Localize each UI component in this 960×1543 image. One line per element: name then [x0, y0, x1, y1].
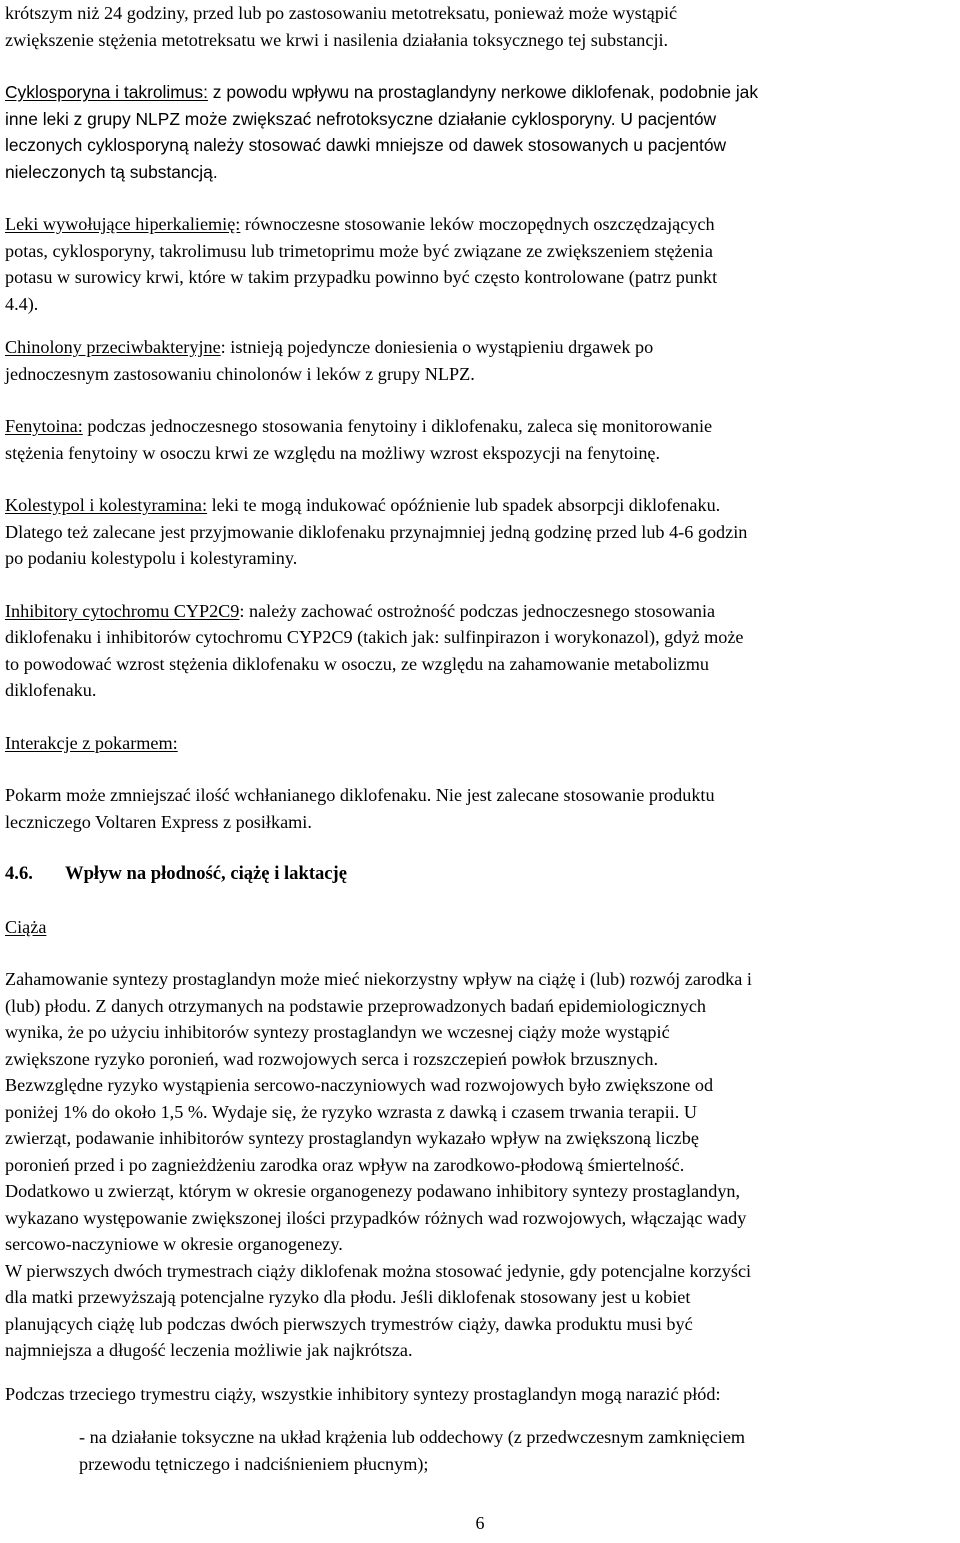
text-line: przewodu tętniczego i nadciśnieniem płucnym); [79, 1453, 429, 1474]
text-line: krótszym niż 24 godziny, przed lub po zastosowaniu metotreksatu, ponieważ może wystąpić [5, 3, 678, 23]
document-page [5, 0, 955, 1477]
text-line: potas, cyklosporyny, takrolimusu lub trimetoprimu może być związane ze zwiększeniem stężenia [5, 240, 713, 261]
page-number: 6 [475, 1513, 485, 1533]
paragraph-quinolones [5, 334, 955, 387]
bullet-item [5, 1424, 955, 1477]
pregnancy-heading [5, 914, 955, 941]
text-line: W pierwszych dwóch trymestrach ciąży diklofenak można stosować jedynie, gdy potencjalne korzyści [5, 1260, 752, 1281]
text-line: stężenia fenytoiny w osoczu krwi ze względu na możliwy wzrost ekspozycji na fenytoinę. [5, 442, 661, 463]
text-line: Podczas trzeciego trymestru ciąży, wszystkie inhibitory syntezy prostaglandyn mogą narazić płód: [5, 1383, 721, 1404]
text-line: 4.4). [5, 293, 39, 314]
text-line: nieleczonych tą substancją. [5, 161, 218, 182]
section-title: Wpływ na płodność, ciążę i laktację [65, 863, 348, 884]
text-line: zwierząt, podawanie inhibitorów syntezy prostaglandyn wykazało wpływ na zwiększoną liczbę [5, 1128, 699, 1148]
paragraph-methotrexate [5, 0, 955, 53]
text-line: poniżej 1% do około 1,5 %. Wydaje się, że ryzyko wzrasta z dawką i czasem trwania terapii. U [5, 1101, 697, 1122]
text-line: zwiększone ryzyko poronień, wad rozwojowych serca i rozszczepień powłok brzusznych. [5, 1048, 658, 1069]
text-line: to powodować wzrost stężenia diklofenaku w osoczu, ze względu na zahamowanie metabolizmu [5, 653, 710, 674]
text-line: planujących ciążę lub podczas dwóch pierwszych trymestrów ciąży, dawka produktu musi być [5, 1313, 693, 1334]
text-line: diklofenaku i inhibitorów cytochromu CYP2C9 (takich jak: sulfinpirazon i worykonazol), gdyż może [5, 627, 744, 647]
quinolones-label: Chinolony przeciwbakteryjne [5, 337, 221, 357]
food-label: Interakcje z pokarmem: [5, 732, 178, 753]
paragraph-colestipol [5, 492, 955, 572]
text-line: dla matki przewyższają potencjalne ryzyko dla płodu. Jeśli diklofenak stosowany jest u kobiet [5, 1287, 691, 1307]
text-line: podczas jednoczesnego stosowania fenytoiny i diklofenaku, zaleca się monitorowanie [82, 416, 713, 436]
text-line: najmniejsza a długość leczenia możliwie jak najkrótsza. [5, 1340, 413, 1360]
paragraph-cyclosporine [5, 79, 955, 185]
text-line: : należy zachować ostrożność podczas jednoczesnego stosowania [239, 600, 716, 621]
text-line: - na działanie toksyczne na układ krążenia lub oddechowy (z przedwczesnym zamknięciem [79, 1427, 746, 1447]
text-line: leczonych cyklosporyną należy stosować dawki mniejsze od dawek stosowanych u pacjentów [5, 135, 727, 155]
section-number: 4.6. [5, 863, 33, 884]
phenytoin-label: Fenytoina: [5, 416, 83, 436]
text-line: leki te mogą indukować opóźnienie lub spadek absorpcji diklofenaku. [207, 495, 721, 515]
text-line: Dlatego też zalecane jest przyjmowanie diklofenaku przynajmniej jedną godzinę przed lub 4-6 godzin [5, 521, 748, 542]
hyperkalemia-label: Leki wywołujące hiperkaliemię: [5, 214, 241, 234]
text-line: Zahamowanie syntezy prostaglandyn może mieć niekorzystny wpływ na ciążę i (lub) rozwój zarodka i [5, 969, 752, 989]
food-interactions-heading [5, 730, 955, 757]
text-line: Bezwzględne ryzyko wystąpienia sercowo-naczyniowych wad rozwojowych było zwiększone od [5, 1075, 714, 1095]
text-line: Pokarm może zmniejszać ilość wchłanianego diklofenaku. Nie jest zalecane stosowanie produktu [5, 785, 715, 805]
paragraph-cyp2c9 [5, 598, 955, 704]
cyclosporine-label: Cyklosporyna i takrolimus: [5, 82, 208, 102]
text-line: zwiększenie stężenia metotreksatu we krwi i nasilenia działania toksycznego tej substancji. [5, 29, 669, 50]
text-line: Dodatkowo u zwierząt, którym w okresie organogenezy podawano inhibitory syntezy prostaglandyn, [5, 1181, 741, 1201]
text-line: istnieją pojedyncze doniesienia o wystąpieniu drgawek po [225, 337, 654, 357]
text-line: U pacjentów [615, 108, 717, 129]
paragraph-third-trimester [5, 1381, 955, 1408]
quinolones-colon: : [220, 337, 226, 357]
section-heading [5, 861, 955, 888]
paragraph-phenytoin [5, 413, 955, 466]
text-line: (lub) płodu. Z danych otrzymanych na podstawie przeprowadzonych badań epidemiologicznych [5, 995, 706, 1016]
text-line: sercowo-naczyniowe w okresie organogenezy. [5, 1234, 343, 1254]
pregnancy-label: Ciąża [5, 916, 47, 937]
text-line: wynika, że po użyciu inhibitorów syntezy prostaglandyn we wczesnej ciąży może wystąpić [5, 1022, 670, 1042]
text-line: wykazano występowanie zwiększonej ilości przypadków różnych wad rozwojowych, włączając wady [5, 1207, 747, 1228]
text-line: z powodu wpływu na prostaglandyny nerkowe diklofenak, podobnie jak [207, 82, 759, 102]
paragraph-hyperkalemia [5, 211, 955, 317]
text-line: poronień przed i po zagnieżdżeniu zarodka oraz wpływ na zarodkowo-płodową śmiertelność. [5, 1154, 685, 1175]
paragraph-pregnancy [5, 966, 955, 1364]
text-line: jednoczesnym zastosowaniu chinolonów i leków z grupy NLPZ. [5, 363, 475, 384]
colestipol-label: Kolestypol i kolestyramina: [5, 495, 208, 515]
text-line: leczniczego Voltaren Express z posiłkami. [5, 811, 312, 832]
text-line: potasu w surowicy krwi, które w takim przypadku powinno być często kontrolowane (patrz punkt [5, 267, 718, 287]
text-line: inne leki z grupy NLPZ może zwiększać nefrotoksyczne działanie cyklosporyny. [5, 108, 616, 129]
text-line: równoczesne stosowanie leków moczopędnych oszczędzających [240, 214, 715, 234]
text-line: diklofenaku. [5, 680, 97, 700]
text-line: po podaniu kolestypolu i kolestyraminy. [5, 548, 298, 568]
cyp2c9-label: Inhibitory cytochromu CYP2C9 [5, 600, 240, 621]
paragraph-food [5, 782, 955, 835]
